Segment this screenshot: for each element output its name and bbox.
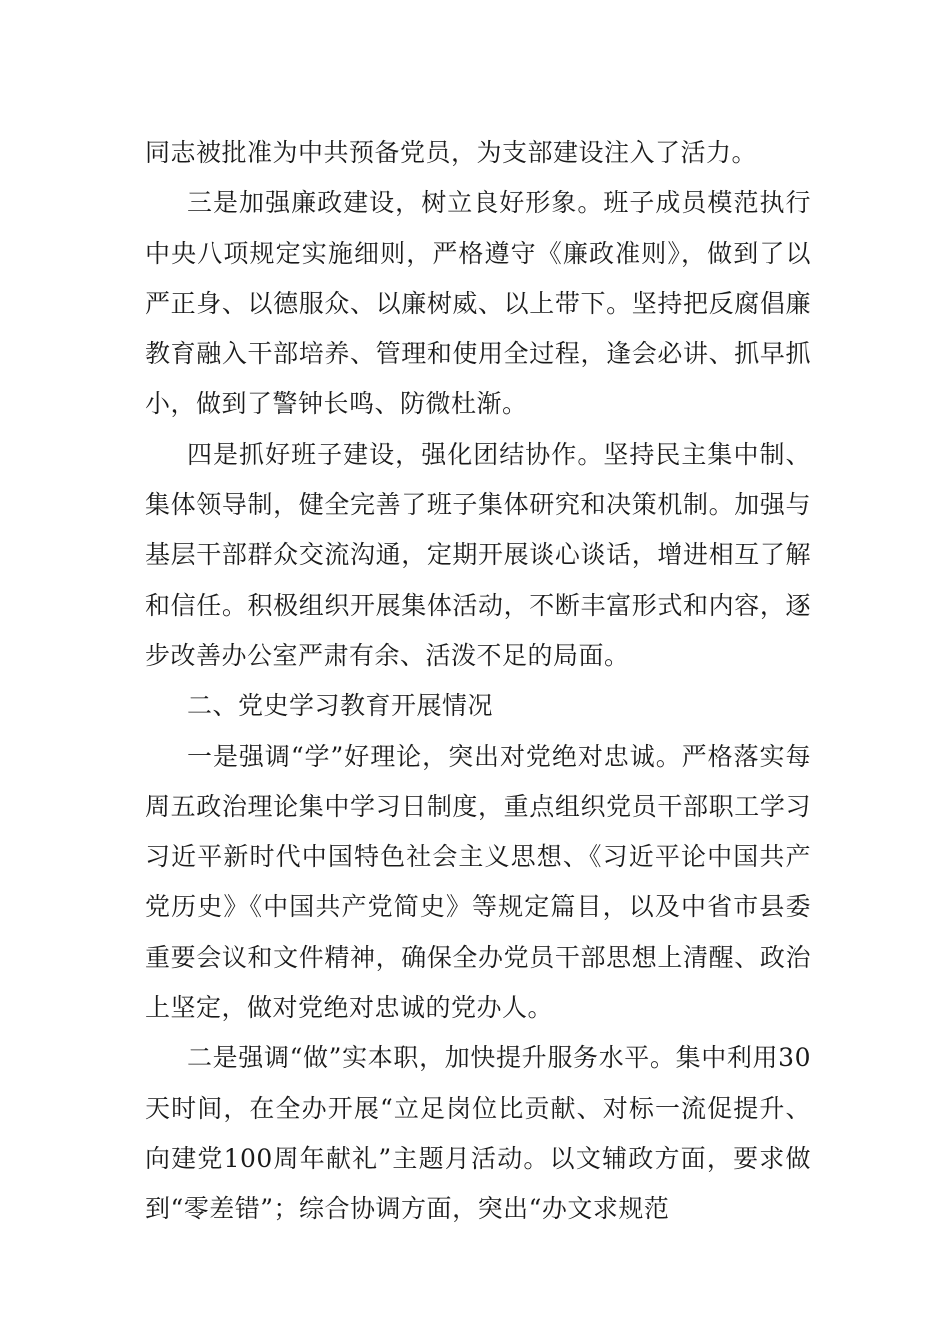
paragraph-3: 四是抓好班子建设，强化团结协作。坚持民主集中制、集体领导制，健全完善了班子集体研究和决策机制。加强与基层干部群众交流沟通，定期开展谈心谈话，增进相互了解和信任。积极组织开展集体活动，不断丰富形式和内容，逐步改善办公室严肃有余、活泼不足的局面。 (145, 439, 811, 670)
paragraph-1: 同志被批准为中共预备党员，为支部建设注入了活力。 (145, 138, 758, 167)
paragraph-4: 一是强调“学”好理论，突出对党绝对忠诚。严格落实每周五政治理论集中学习日制度，重点组织党员干部职工学习习近平新时代中国特色社会主义思想、《习近平论中国共产党历史》《中国共产党简史》等规定篇目，以及中省市县委重要会议和文件精神，确保全办党员干部思想上清醒、政治上坚定，做对党绝对忠诚的党办人。 (145, 741, 811, 1023)
section-heading: 二、党史学习教育开展情况 (187, 691, 494, 721)
paragraph-5: 二是强调“做”实本职，加快提升服务水平。集中利用30天时间，在全办开展“立足岗位比贡献、对标一流促提升、向建党100周年献礼”主题月活动。以文辅政方面，要求做到“零差错”；综合协调方面，突出“办文求规范 (145, 1043, 811, 1224)
paragraph-2: 三是加强廉政建设，树立良好形象。班子成员模范执行中央八项规定实施细则，严格遵守《廉政准则》，做到了以严正身、以德服众、以廉树威、以上带下。坚持把反腐倡廉教育融入干部培养、管理和使用全过程，逢会必讲、抓早抓小，做到了警钟长鸣、防微杜渐。 (145, 188, 811, 419)
document-body (145, 128, 811, 1235)
